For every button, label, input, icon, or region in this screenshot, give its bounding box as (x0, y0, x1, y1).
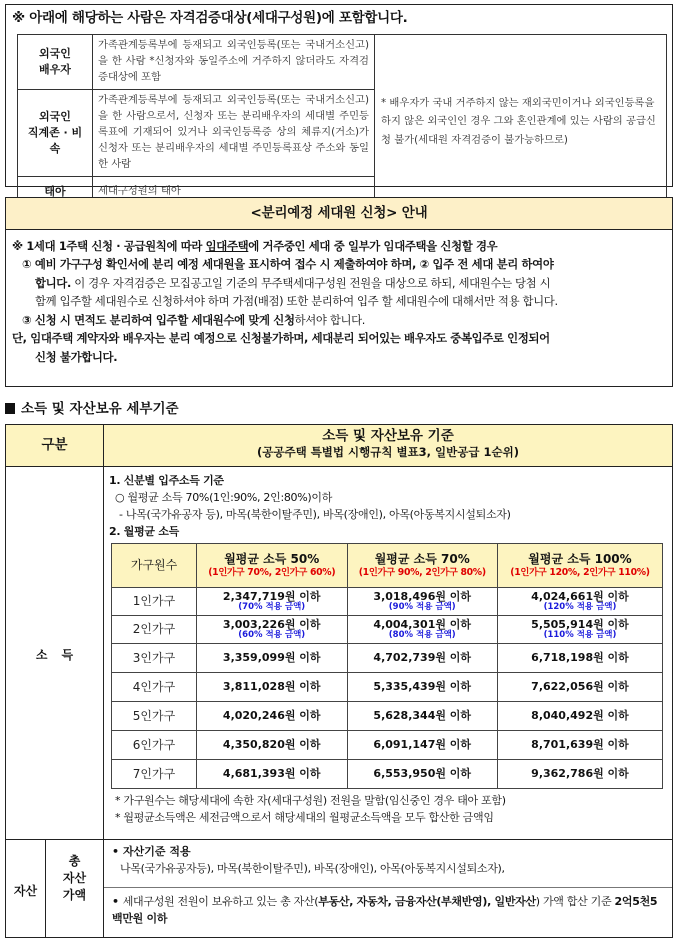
section3-title: 소득 및 자산보유 세부기준 (5, 400, 179, 418)
monthly-income-table (111, 543, 663, 789)
side-note: * 배우자가 국내 거주하지 않는 재외국민이거나 외국인등록을 하지 않은 외국인인 경우 그와 혼인관계에 있는 사람의 공급신청 불가(세대원 자격검증이 불가능하므로) (375, 35, 667, 209)
square-bullet-icon (5, 403, 15, 414)
separation-notice-box (5, 197, 673, 387)
row-desc: 세대구성원의 태아 (93, 176, 375, 208)
notice-line: ※ 1세대 1주택 신청 · 공급원칙에 따라 임대주택에 거주중인 세대 중 일부가 임대주택을 신청할 경우 (12, 239, 498, 253)
item1-sub2: - 나목(국가유공자 등), 마목(북한이탈주민), 바목(장애인), 아목(아동복지시설퇴소자) (119, 508, 511, 521)
foreign-member-box (5, 4, 673, 199)
bullet-icon: • (112, 845, 120, 858)
notice-line: 단, 임대주택 계약자와 배우자는 분리 예정으로 신청불가하며, 세대분리 되어있는 배우자도 중복입주로 인정되어 (12, 331, 550, 346)
col-household: 가구원수 (112, 544, 197, 588)
asset-criteria-apply: • 자산기준 적용 나목(국가유공자등), 마목(북한이탈주민), 바목(장애인), 아목(아동복지시설퇴소자), (104, 840, 672, 888)
bullet-icon: • (112, 895, 119, 908)
table-row (18, 35, 667, 90)
header-category: 구분 (6, 425, 104, 467)
row-label: 외국인 배우자 (18, 35, 93, 90)
income-asset-table (5, 424, 673, 938)
notice-line: 함께 입주할 세대원수로 신청하셔야 하며 가점(배점) 또한 분리하여 입주 할 세대원수에 대해서만 적용 합니다. (35, 294, 558, 309)
row-label: 외국인 직계존 · 비속 (18, 89, 93, 176)
table-row: 1인가구 2,347,719원 이하 (70% 적용 금액) 3,018,496원 이하 (90% 적용 금액) 4,024,661원 이하 (120% 적용 금액) (112, 588, 663, 616)
item1-title: 1. 신분별 입주소득 기준 (109, 474, 224, 487)
notice-body (6, 230, 672, 366)
table-row: 6인가구 4,350,820원 이하 6,091,147원 이하 8,701,639원 이하 (112, 731, 663, 760)
asset-total-criteria: • 세대구성원 전원이 보유하고 있는 총 자산(부동산, 자동차, 금융자산(부채반영), 일반자산) 가액 합산 기준 2억5천5백만원 이하 (112, 895, 658, 926)
col-50: 월평균 소득 50% (1인가구 70%, 2인가구 60%) (197, 544, 348, 588)
item2-title: 2. 월평균 소득 (109, 525, 179, 538)
income-body (104, 467, 672, 840)
income-label: 소득 (6, 467, 104, 840)
notice-header: <분리예정 세대원 신청> 안내 (6, 198, 672, 230)
row-desc: 가족관계등록부에 등재되고 외국인등록(또는 국내거소신고)을 한 사람 *신청자와 동일주소에 거주하지 않더라도 자격검증대상에 포함 (93, 35, 375, 90)
asset-label: 자산 (6, 840, 46, 937)
asset-sublabel: 총 자산 가액 (46, 840, 104, 937)
table-row: 3인가구 3,359,099원 이하 4,702,739원 이하 6,718,198원 이하 (112, 644, 663, 673)
item1-sub1: ○ 월평균 소득 70%(1인:90%, 2인:80%)이하 (115, 491, 333, 504)
table-row: 7인가구 4,681,393원 이하 6,553,950원 이하 9,362,786원 이하 (112, 760, 663, 789)
table-row: 4인가구 3,811,028원 이하 5,335,439원 이하 7,622,056원 이하 (112, 673, 663, 702)
row-label: 태아 (18, 176, 93, 208)
header-criteria: 소득 및 자산보유 기준 (공공주택 특별법 시행규칙 별표3, 일반공급 1순위) (104, 425, 672, 467)
col-70: 월평균 소득 70% (1인가구 90%, 2인가구 80%) (347, 544, 498, 588)
section1-title: ※ 아래에 해당하는 사람은 자격검증대상(세대구성원)에 포함합니다. (12, 10, 408, 26)
col-100: 월평균 소득 100% (1인가구 120%, 2인가구 110%) (498, 544, 663, 588)
notice-line: ③ 신청 시 면적도 분리하여 입주할 세대원수에 맞게 신청하셔야 합니다. (22, 312, 366, 327)
row-desc: 가족관계등록부에 등재되고 외국인등록(또는 국내거소신고)을 한 사람으로서, 신청자 또는 분리배우자의 세대별 주민등록표에 기재되어 있거나 외국인등록증 상의 체류지(거소)가 신청자 또는 분리배우자의 세대별 주민등록표상 주소와 동일한 사람 (93, 89, 375, 176)
notice-line: 신청 불가합니다. (35, 349, 118, 364)
table-row: 5인가구 4,020,246원 이하 5,628,344원 이하 8,040,492원 이하 (112, 702, 663, 731)
foreign-member-table (17, 34, 667, 209)
table-row: 2인가구 3,003,226원 이하 (60% 적용 금액) 4,004,301원 이하 (80% 적용 금액) 5,505,914원 이하 (110% 적용 금액) (112, 616, 663, 644)
income-footnotes: * 가구원수는 해당세대에 속한 자(세대구성원) 전원을 말함(임신중인 경우 태아 포함) * 월평균소득액은 세전금액으로서 해당세대의 월평균소득액을 모두 합산한 금액임 (115, 794, 506, 824)
notice-line: ① 예비 가구구성 확인서에 분리 예정 세대원을 표시하여 접수 시 제출하여야 하며, ② 입주 전 세대 분리 하여야 (22, 257, 554, 272)
table-header-row (112, 544, 663, 588)
notice-line: 합니다. 이 경우 자격검증은 모집공고일 기준의 무주택세대구성원 전원을 대상으로 하되, 세대원수는 당첨 시 (35, 275, 551, 290)
